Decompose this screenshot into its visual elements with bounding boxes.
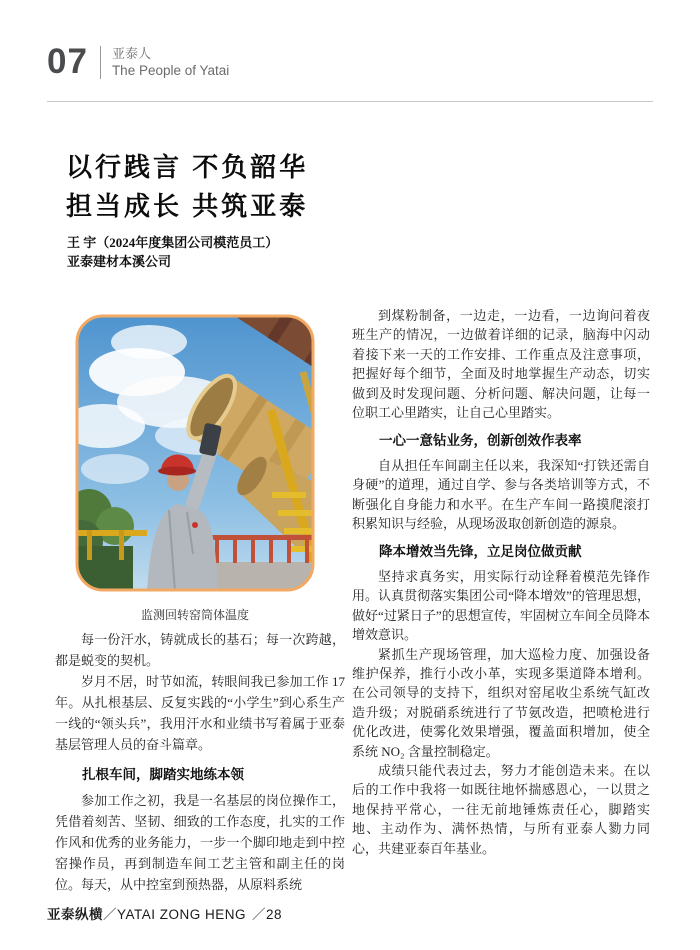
page-header xyxy=(47,44,229,80)
paragraph: 自从担任车间副主任以来，我深知“打铁还需自身硬”的道理，通过自学、参与各类培训等方式，不断强化自身能力和水平。在生产车间一路摸爬滚打积累知识与经验，从现场汲取创新创造的源泉。 xyxy=(352,457,650,532)
page-number-top: 07 xyxy=(47,42,88,81)
subheading-business-innovation: 一心一意钻业务，创新创效作表率 xyxy=(379,433,582,449)
subheading-cost-reduction: 降本增效当先锋，立足岗位做贡献 xyxy=(379,544,582,560)
footer-magazine-name-cn: 亚泰纵横 xyxy=(47,907,103,922)
footer-page-number: 28 xyxy=(266,907,283,922)
photo-caption: 监测回转窑筒体温度 xyxy=(140,608,249,622)
author-company: 亚泰建材本溪公司 xyxy=(67,254,172,269)
article-title xyxy=(66,148,308,226)
article-title-line2: 担当成长 共筑亚泰 xyxy=(66,191,309,221)
section-label xyxy=(112,44,229,79)
header-divider xyxy=(100,46,101,79)
right-text-column xyxy=(352,306,650,858)
article-title-line1: 以行践言 不负韶华 xyxy=(66,152,309,182)
author-block xyxy=(67,233,278,271)
section-name-en: The People of Yatai xyxy=(111,63,230,78)
left-text-column xyxy=(55,629,345,895)
section-name-cn: 亚泰人 xyxy=(111,46,151,61)
footer-separator: ／ xyxy=(252,907,267,922)
subheading-rooted-in-workshop: 扎根车间，脚踏实地练本领 xyxy=(82,767,244,782)
paragraph: 到煤粉制备，一边走，一边看，一边询问着夜班生产的情况，一边做着详细的记录，脑海中闪动着接下来一天的工作安排、工作重点及注意事项，把握好每个细节，全面及时地掌握生产动态，切实做到及时发现问题、分析问题、解决问题，让每一位职工心里踏实，让自己心里踏实。 xyxy=(352,308,650,421)
paragraph: 紧抓生产现场管理，加大巡检力度、加强设备维护保养，推行小改小革，实现多渠道降本增利。在公司领导的支持下，组织对窑尾收尘系统气缸改造升级；对脱硝系统进行了节氨改造，把喷枪进行优化改进，使雾化效果增强，覆盖面积增加，使全系统 NO₂ 含量控制稳定。 xyxy=(352,646,650,759)
paragraph: 成绩只能代表过去，努力才能创造未来。在以后的工作中我将一如既往地怀揣感恩心，一以贯之地保持平常心，一往无前地锤炼责任心，脚踏实地、主动作为、满怀热情，与所有亚泰人勠力同心，共建亚泰百年基业。 xyxy=(352,762,650,856)
paragraph: 每一份汗水，铸就成长的基石；每一次跨越，都是蜕变的契机。 xyxy=(55,632,345,668)
author-name: 王 宇（2024年度集团公司模范员工） xyxy=(67,235,279,250)
worker-photo-illustration xyxy=(75,314,315,592)
worker-photo xyxy=(75,314,315,623)
paragraph: 岁月不居，时节如流，转眼间我已参加工作 17 年。从扎根基层、反复实践的“小学生”到心系生产一线的“领头兵”，我用汗水和业绩书写着属于亚泰基层管理人员的奋斗篇章。 xyxy=(55,674,345,752)
page-footer xyxy=(47,903,282,923)
paragraph: 参加工作之初，我是一名基层的岗位操作工，凭借着刻苦、坚韧、细致的工作态度，扎实的工作作风和优秀的业务能力，一步一个脚印地走到中控窑操作员，再到制造车间工艺主管和副主任的岗位。每天，从中控室到预热器，从原料系统 xyxy=(55,793,345,892)
header-rule xyxy=(47,101,653,102)
footer-magazine-name-en: YATAI ZONG HENG xyxy=(117,907,247,922)
footer-separator: ／ xyxy=(103,907,117,922)
paragraph: 坚持求真务实，用实际行动诠释着模范先锋作用。认真贯彻落实集团公司“降本增效”的管理思想，做好“过紧日子”的思想宣传，牢固树立车间全员降本增效意识。 xyxy=(352,568,650,643)
